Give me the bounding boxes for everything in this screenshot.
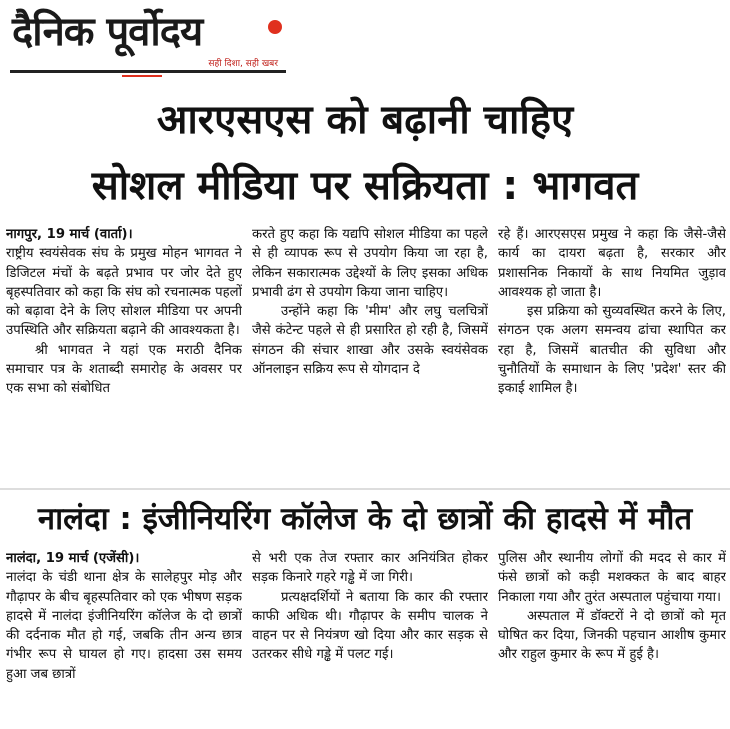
article2-paragraph: नालंदा के चंडी थाना क्षेत्र के सालेहपुर मोड़ और गौढ़ापर के बीच बृहस्पतिवार को एक भीषण सड़क हादसे में नालंदा इंजीनियरिंग कॉलेज के दो छात्रों की दर्दनाक मौत हो गई, जबकि तीन अन्य छात्र गंभीर रूप से घायल हो गए। हादसा उस समय हुआ जब छात्रों xyxy=(6,570,242,682)
article2-paragraph: पुलिस और स्थानीय लोगों की मदद से कार में फंसे छात्रों को कड़ी मशक्कत के बाद बाहर निकाला गया और तुरंत अस्पताल पहुंचाया गया। xyxy=(498,551,726,605)
article1-paragraph: रहे हैं। आरएसएस प्रमुख ने कहा कि जैसे-जैसे कार्य का दायरा बढ़ता है, सरकार और प्रशासनिक निकायों के साथ नियमित जुड़ाव आवश्यक हो जाता है। xyxy=(498,227,726,300)
article1-column-2 xyxy=(252,225,488,487)
article1-headline-line1: आरएसएस को बढ़ानी चाहिए xyxy=(156,97,574,143)
logo-dot-icon xyxy=(268,20,282,34)
article2-column-3 xyxy=(498,549,726,725)
newspaper-logo: दैनिक पूर्वोदय xyxy=(12,9,203,55)
article-divider xyxy=(0,488,730,490)
masthead-subrule xyxy=(122,75,162,77)
article2-headline: नालंदा : इंजीनियरिंग कॉलेज के दो छात्रों की हादसे में मौत xyxy=(37,501,693,537)
article1-paragraph: श्री भागवत ने यहां एक मराठी दैनिक समाचार पत्र के शताब्दी समारोह के अवसर पर एक सभा को संबोधित xyxy=(6,342,242,397)
article1-paragraph: उन्होंने कहा कि 'मीम' और लघु चलचित्रों जैसे कंटेन्ट पहले से ही प्रसारित हो रही है, जिसमें संगठन की संचार शाखा और उसके स्वयंसेवक ऑनलाइन सक्रिय रूप से योगदान दे xyxy=(252,304,488,378)
article2-paragraph: प्रत्यक्षदर्शियों ने बताया कि कार की रफ्तार काफी अधिक थी। गौढ़ापर के समीप चालक ने वाहन पर से नियंत्रण खो दिया और कार सड़क से उतरकर सीधे गड्ढे में पलट गई। xyxy=(252,589,488,663)
article2-paragraph: से भरी एक तेज रफ्तार कार अनियंत्रित होकर सड़क किनारे गहरे गड्ढे में जा गिरी। xyxy=(252,551,488,586)
article2-column-2 xyxy=(252,549,488,725)
masthead-rule xyxy=(10,70,286,73)
article2-paragraph: अस्पताल में डॉक्टरों ने दो छात्रों को मृत घोषित कर दिया, जिनकी पहचान आशीष कुमार और राहुल कुमार के रूप में हुई है। xyxy=(498,608,726,663)
article1-column-1 xyxy=(6,225,242,487)
newspaper-tagline: सही दिशा, सही खबर xyxy=(208,59,278,69)
article1-column-3 xyxy=(498,225,726,487)
article1-dateline: नागपुर, 19 मार्च (वार्ता)। xyxy=(6,227,133,242)
article1-paragraph: इस प्रक्रिया को सुव्यवस्थित करने के लिए, संगठन एक अलग समन्वय ढांचा स्थापित कर रहा है, जिसमें बातचीत की सुविधा और चुनौतियों के समाधान के लिए 'प्रदेश' स्तर की इकाई शामिल है। xyxy=(498,304,726,397)
article1-paragraph: करते हुए कहा कि यद्यपि सोशल मीडिया का पहले से ही व्यापक रूप से उपयोग किया जा रहा है, लेकिन सकारात्मक उद्देश्यों के लिए इसका अधिक प्रभावी ढंग से उपयोग किया जाना चाहिए। xyxy=(252,227,488,300)
article1-paragraph: राष्ट्रीय स्वयंसेवक संघ के प्रमुख मोहन भागवत ने डिजिटल मंचों के बढ़ते प्रभाव पर जोर देते हुए बृहस्पतिवार को कहा कि संघ को रचनात्मक पहलों को बढ़ावा देने के लिए सोशल मीडिया पर अपनी उपस्थिति और सक्रियता बढ़ाने की आवश्यकता है। xyxy=(6,246,242,339)
article2-dateline: नालंदा, 19 मार्च (एजेंसी)। xyxy=(6,551,140,566)
masthead xyxy=(10,6,286,72)
article2-column-1 xyxy=(6,549,242,725)
article1-headline-line2: सोशल मीडिया पर सक्रियता : भागवत xyxy=(91,163,639,209)
